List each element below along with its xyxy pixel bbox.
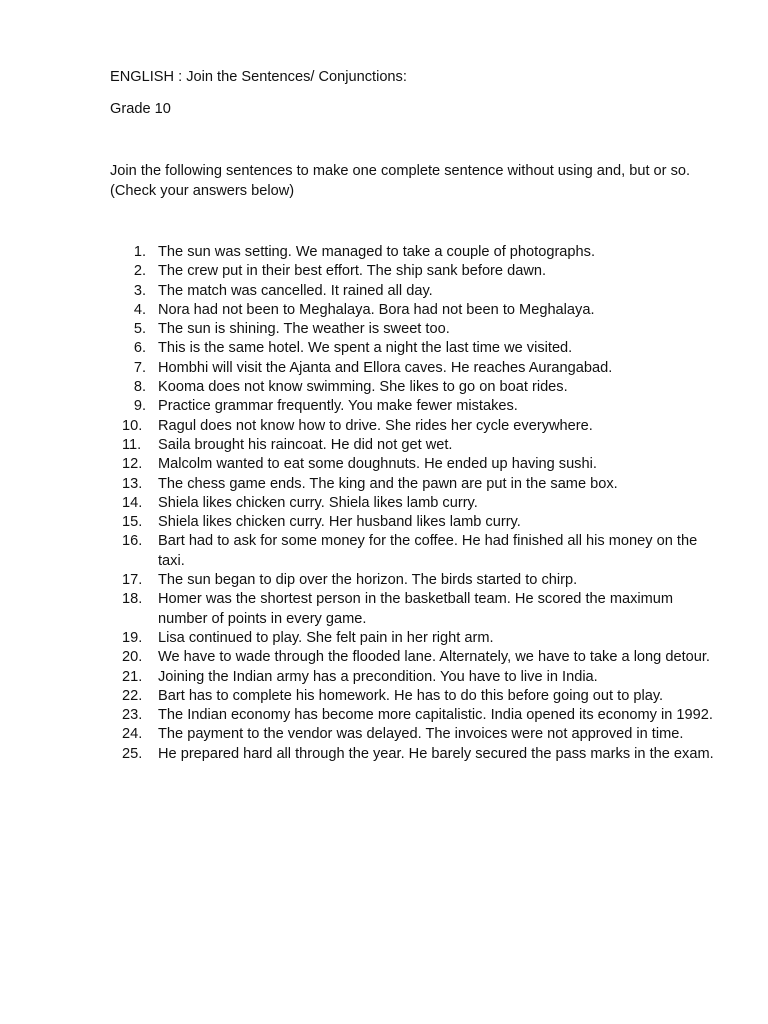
list-item bbox=[110, 320, 720, 339]
question-text: Bart has to complete his homework. He has to do this before going out to play. bbox=[158, 687, 664, 704]
list-item bbox=[110, 668, 720, 687]
question-text: Practice grammar frequently. You make fewer mistakes. bbox=[158, 398, 518, 415]
list-item bbox=[110, 494, 720, 513]
question-text: The Indian economy has become more capitalistic. India opened its economy in 1992. bbox=[158, 707, 713, 724]
question-text: Homer was the shortest person in the basketball team. He scored the maximum number of points in every game. bbox=[158, 591, 674, 627]
page-title: ENGLISH : Join the Sentences/ Conjunctions: bbox=[110, 69, 407, 85]
question-text: Saila brought his raincoat. He did not get wet. bbox=[158, 436, 453, 453]
question-text: Bart had to ask for some money for the coffee. He had finished all his money on the taxi. bbox=[158, 533, 698, 569]
question-number: 11. bbox=[122, 436, 142, 453]
question-text: Hombhi will visit the Ajanta and Ellora caves. He reaches Aurangabad. bbox=[158, 359, 613, 376]
question-text: The sun was setting. We managed to take a couple of photographs. bbox=[158, 244, 596, 260]
question-number: 19. bbox=[122, 629, 143, 646]
question-text: Joining the Indian army has a precondition. You have to live in India. bbox=[158, 668, 598, 685]
questions-list bbox=[110, 243, 720, 764]
list-item bbox=[110, 301, 720, 320]
question-number: 13. bbox=[122, 475, 143, 492]
question-number: 8. bbox=[133, 379, 146, 396]
list-item bbox=[110, 532, 720, 571]
instructions-paragraph: Join the following sentences to make one complete sentence without using and, but or so. (Check your answers below) bbox=[110, 163, 691, 199]
list-item bbox=[110, 359, 720, 378]
question-text: We have to wade through the flooded lane. Alternately, we have to take a long detour. bbox=[158, 649, 710, 666]
question-text: The sun began to dip over the horizon. The birds started to chirp. bbox=[158, 572, 578, 589]
question-number: 21. bbox=[122, 668, 143, 685]
question-number: 12. bbox=[122, 456, 143, 473]
grade-label: Grade 10 bbox=[110, 101, 171, 117]
question-number: 23. bbox=[122, 707, 143, 724]
question-text: Shiela likes chicken curry. Shiela likes lamb curry. bbox=[158, 494, 478, 511]
question-number: 9. bbox=[133, 398, 146, 415]
list-item bbox=[110, 417, 720, 436]
list-item bbox=[110, 397, 720, 416]
list-item bbox=[110, 455, 720, 474]
question-text: This is the same hotel. We spent a night the last time we visited. bbox=[158, 340, 573, 357]
question-number: 25. bbox=[122, 745, 143, 762]
question-text: He prepared hard all through the year. He barely secured the pass marks in the exam. bbox=[158, 745, 714, 762]
list-item bbox=[110, 648, 720, 667]
list-item bbox=[110, 725, 720, 744]
list-item bbox=[110, 436, 720, 455]
question-text: Kooma does not know swimming. She likes to go on boat rides. bbox=[158, 379, 568, 396]
list-item bbox=[110, 571, 720, 590]
list-item bbox=[110, 339, 720, 358]
list-item bbox=[110, 378, 720, 397]
question-text: The crew put in their best effort. The ship sank before dawn. bbox=[158, 263, 547, 280]
list-item bbox=[110, 745, 720, 764]
question-number: 22. bbox=[122, 687, 143, 704]
list-item bbox=[110, 629, 720, 648]
question-number: 7. bbox=[133, 359, 146, 376]
question-text: Malcolm wanted to eat some doughnuts. He ended up having sushi. bbox=[158, 456, 597, 473]
question-number: 3. bbox=[133, 282, 146, 299]
question-number: 2. bbox=[133, 263, 146, 280]
question-number: 15. bbox=[122, 514, 143, 531]
question-text: Nora had not been to Meghalaya. Bora had not been to Meghalaya. bbox=[158, 301, 595, 318]
question-text: The payment to the vendor was delayed. The invoices were not approved in time. bbox=[158, 726, 684, 743]
list-item bbox=[110, 475, 720, 494]
question-number: 4. bbox=[133, 301, 146, 318]
list-item bbox=[110, 282, 720, 301]
question-number: 18. bbox=[122, 591, 143, 608]
list-item bbox=[110, 706, 720, 725]
question-text: Ragul does not know how to drive. She rides her cycle everywhere. bbox=[158, 417, 593, 434]
question-text: The chess game ends. The king and the pawn are put in the same box. bbox=[158, 475, 618, 492]
question-text: Lisa continued to play. She felt pain in her right arm. bbox=[158, 629, 494, 646]
question-text: Shiela likes chicken curry. Her husband likes lamb curry. bbox=[158, 514, 521, 531]
question-number: 16. bbox=[122, 533, 143, 550]
question-number: 6. bbox=[133, 340, 146, 357]
question-number: 17. bbox=[122, 572, 143, 589]
list-item bbox=[110, 262, 720, 281]
list-item bbox=[110, 243, 720, 262]
question-number: 10. bbox=[122, 417, 143, 434]
question-number: 24. bbox=[122, 726, 143, 743]
list-item bbox=[110, 687, 720, 706]
question-text: The sun is shining. The weather is sweet too. bbox=[158, 321, 450, 338]
question-number: 20. bbox=[122, 649, 143, 666]
question-text: The match was cancelled. It rained all day. bbox=[158, 282, 433, 299]
question-number: 5. bbox=[133, 321, 146, 338]
question-number: 1. bbox=[133, 244, 146, 260]
list-item bbox=[110, 590, 720, 629]
question-number: 14. bbox=[122, 494, 143, 511]
list-item bbox=[110, 513, 720, 532]
